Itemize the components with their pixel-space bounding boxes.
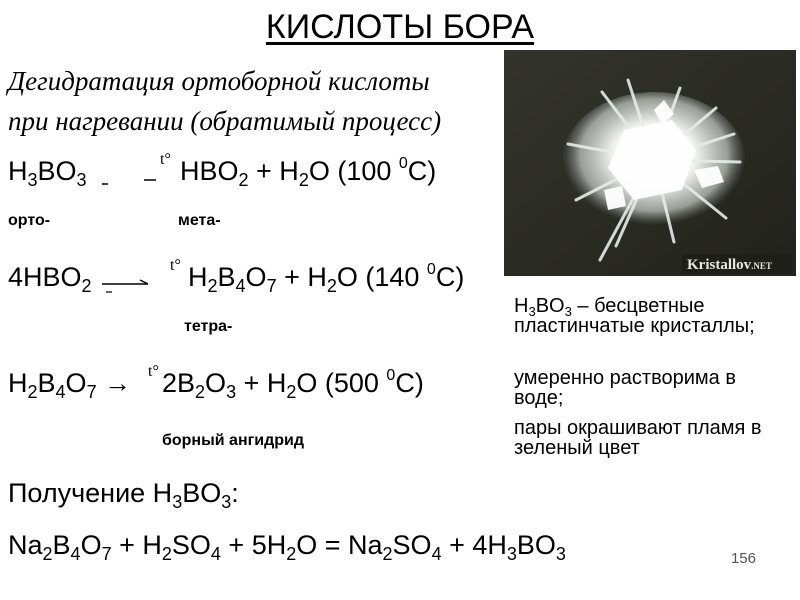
preparation-equation: $Na_2B_4O_7 + H_2SO_4 + 5H_2O = Na_2SO_4 + 4H_3BO_3$ (8, 530, 566, 564)
label-tetra: тетра- (184, 318, 233, 335)
preparation-title: Получение $H_3BO_3$: (8, 478, 239, 512)
page-number: 156 (730, 550, 756, 567)
reaction-3-temp-mark: t° (148, 363, 159, 380)
note-colorless-crystals: $H_3BO_3$ – бесцветные пластинчатые кристаллы; (514, 295, 755, 337)
label-orto: орто- (8, 212, 51, 229)
note-solubility: умеренно растворима в воде; (514, 367, 736, 409)
label-meta: мета- (178, 212, 221, 229)
subtitle-line-2: при нагревании (обратимый процесс) (8, 106, 442, 136)
reaction-3-left: $H_2B_4O_7$ → (8, 368, 132, 402)
reaction-1-left: $H_3BO_3$ (8, 156, 87, 190)
reaction-2-left: $4HBO_2$ (8, 262, 92, 296)
subtitle-line-1: Дегидратация ортоборной кислоты (8, 66, 430, 96)
photo-watermark: Kristallov.NET (687, 257, 772, 273)
boric-acid-crystals-image (504, 50, 796, 276)
reaction-3-right: $2B_2O_3 + H_2O$ (500 $^0$C) (162, 367, 424, 402)
reaction-2-temp-mark: t° (170, 257, 181, 274)
crystal-photo (504, 50, 796, 276)
note-flame-color: пары окрашивают пламя в зеленый цвет (514, 417, 762, 459)
label-boric-anhydride: борный ангидрид (162, 432, 305, 449)
reaction-1-temp-mark: t° (160, 151, 171, 168)
reaction-2-arrow (100, 270, 160, 296)
reaction-2-right: $H_2B_4O_7 + H_2O$ (140 $^0$C) (188, 261, 465, 296)
reaction-1-right: $HBO_2 + H_2O$ (100 $^0$C) (180, 155, 437, 190)
page-title: КИСЛОТЫ БОРА (265, 8, 535, 46)
